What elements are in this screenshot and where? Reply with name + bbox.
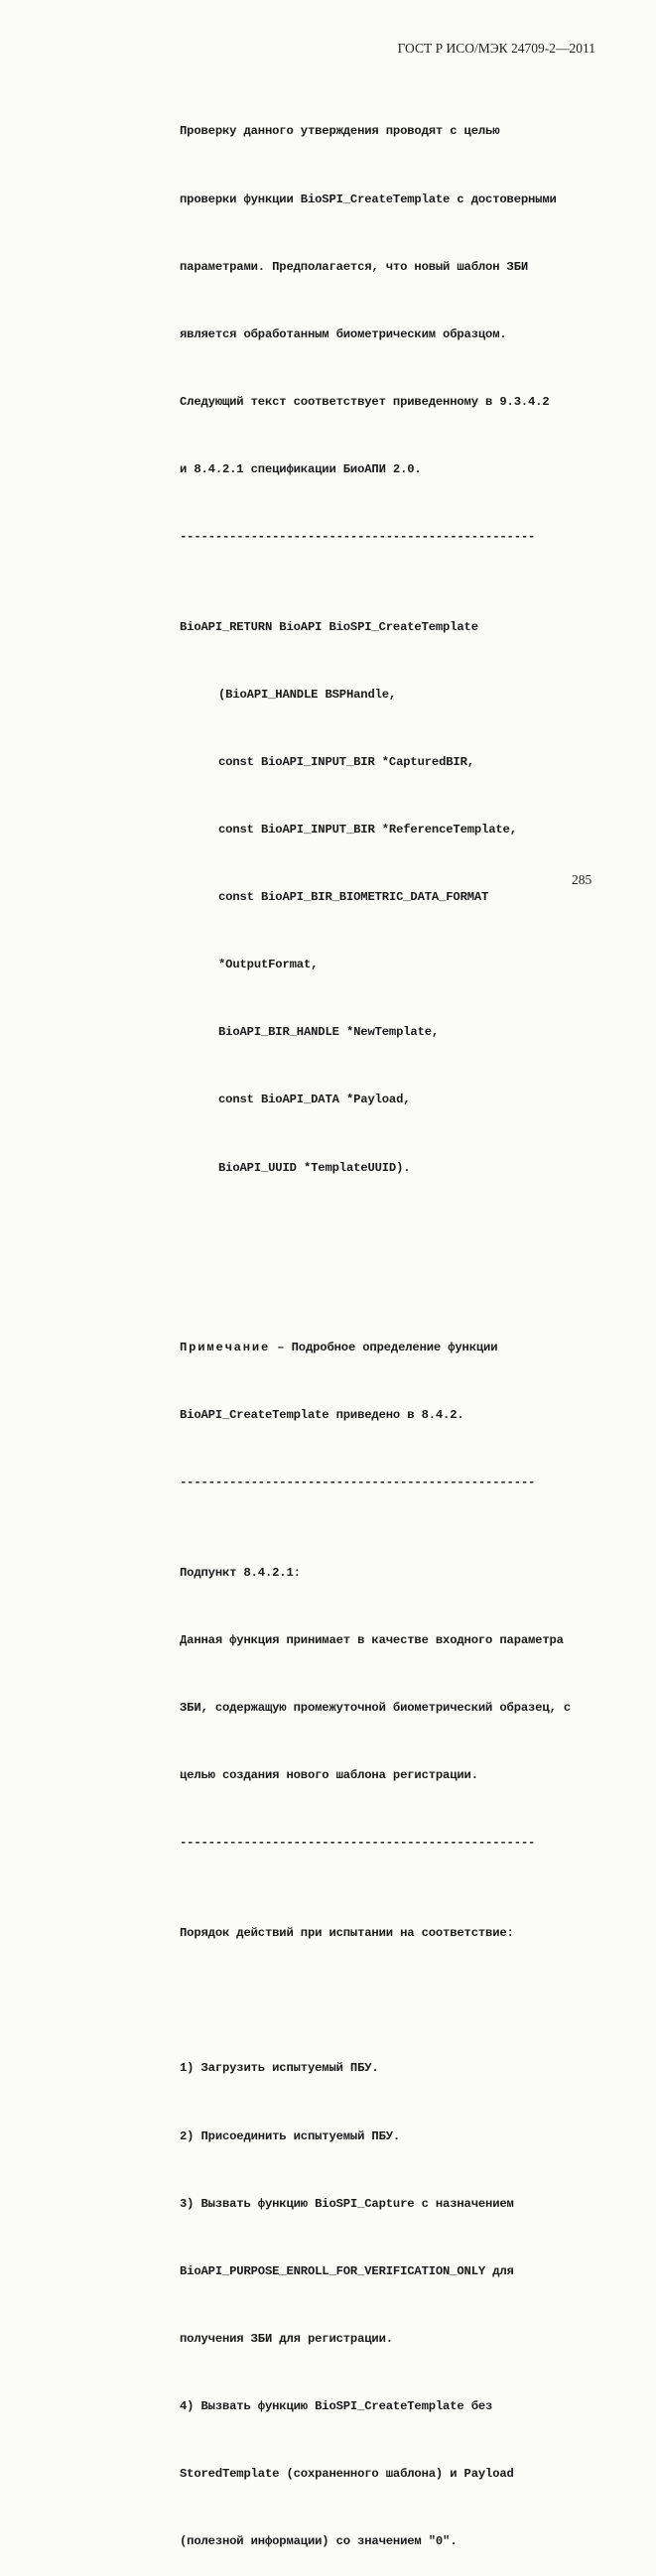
blank-line (180, 1990, 616, 2012)
subclause-line: ЗБИ, содержащую промежуточной биометрический образец, с (180, 1701, 572, 1716)
intro-line: Проверку данного утверждения проводят с целью (180, 124, 500, 139)
procedure-step: получения ЗБИ для регистрации. (180, 2331, 393, 2346)
page-content (180, 75, 616, 2576)
subclause-title: Подпункт 8.4.2.1: (180, 1566, 301, 1581)
code-param: const BioAPI_INPUT_BIR *ReferenceTemplate, (218, 823, 517, 837)
procedure-step: 2) Присоединить испытуемый ПБУ. (180, 2128, 401, 2143)
procedure-step: 1) Загрузить испытуемый ПБУ. (180, 2061, 379, 2076)
page-number: 285 (572, 872, 592, 887)
code-param: const BioAPI_INPUT_BIR *CapturedBIR, (218, 754, 474, 769)
procedure-step: 3) Вызвать функцию BioSPI_Capture с назначением (180, 2196, 514, 2211)
separator-line: -------------------------------------------------- (180, 529, 536, 544)
code-param: const BioAPI_DATA *Payload, (218, 1093, 411, 1107)
subclause-line: целью создания нового шаблона регистрации. (180, 1768, 478, 1783)
note-label: Примечание (180, 1341, 271, 1355)
subclause-line: Данная функция принимает в качестве входного параметра (180, 1633, 564, 1648)
code-signature: BioAPI_RETURN BioAPI BioSPI_CreateTemplate (180, 619, 478, 634)
intro-line: Следующий текст соответствует приведенному в 9.3.4.2 (180, 394, 550, 409)
code-param: const BioAPI_BIR_BIOMETRIC_DATA_FORMAT (218, 890, 489, 905)
intro-line: параметрами. Предполагается, что новый шаблон ЗБИ (180, 259, 529, 274)
note-line: BioAPI_CreateTemplate приведено в 8.4.2. (180, 1408, 464, 1423)
code-param: BioAPI_UUID *TemplateUUID). (218, 1160, 411, 1175)
note-text: – Подробное определение функции (270, 1341, 498, 1355)
separator-line: -------------------------------------------------- (180, 1836, 536, 1851)
note-line (180, 1337, 616, 1359)
document-header: ГОСТ Р ИСО/МЭК 24709-2—2011 (397, 41, 595, 56)
intro-line: и 8.4.2.1 спецификации БиоАПИ 2.0. (180, 461, 422, 476)
procedure-step: StoredTemplate (сохраненного шаблона) и Payload (180, 2467, 514, 2482)
code-param: BioAPI_BIR_HANDLE *NewTemplate, (218, 1025, 440, 1040)
code-param: (BioAPI_HANDLE BSPHandle, (218, 687, 397, 702)
intro-line: проверки функции BioSPI_CreateTemplate с достоверными (180, 192, 557, 206)
procedure-step: 4) Вызвать функцию BioSPI_CreateTemplate без (180, 2398, 493, 2413)
procedure-step: BioAPI_PURPOSE_ENROLL_FOR_VERIFICATION_ONLY для (180, 2263, 514, 2278)
blank-line (180, 1246, 616, 1269)
separator-line: -------------------------------------------------- (180, 1476, 536, 1490)
intro-line: является обработанным биометрическим образцом. (180, 326, 507, 341)
code-param: *OutputFormat, (218, 958, 319, 972)
procedure-title: Порядок действий при испытании на соответствие: (180, 1926, 514, 1941)
procedure-step: (полезной информации) со значением "0". (180, 2534, 458, 2549)
